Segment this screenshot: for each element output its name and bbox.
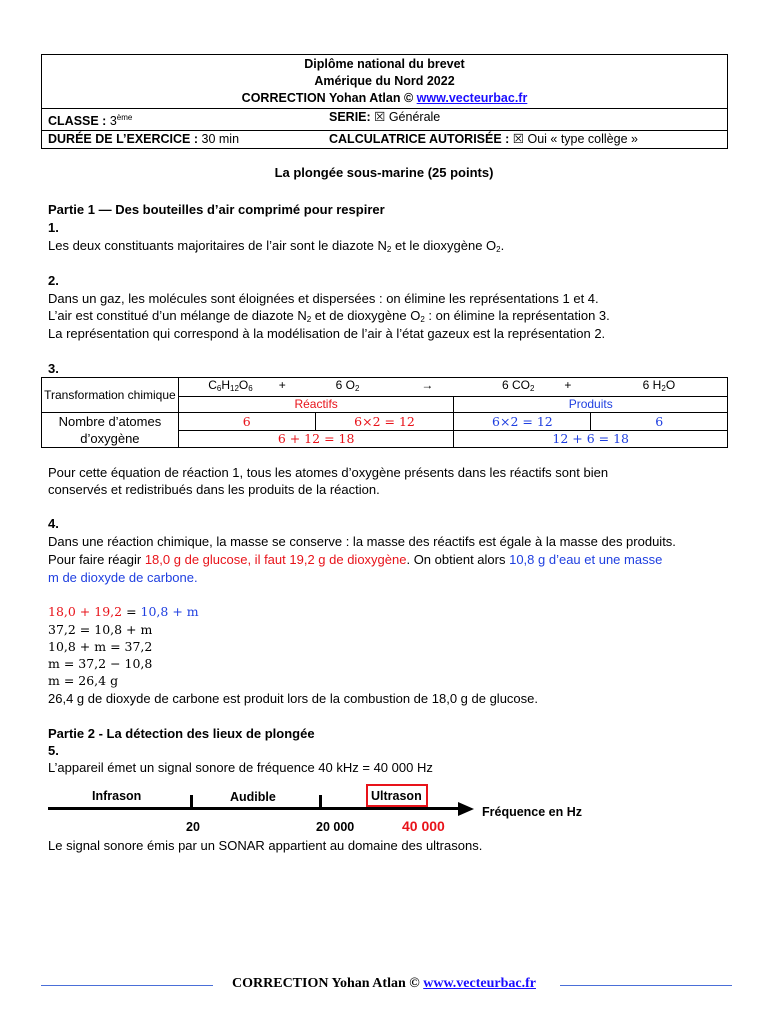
header-row-duration	[42, 131, 727, 148]
equation-3: 10,8 + m = 37,2	[48, 639, 153, 654]
h2o-formula: 6 $H_2O$	[591, 378, 728, 397]
q4-number: 4.	[48, 516, 59, 531]
tick-label-20000: 20 000	[316, 820, 355, 834]
q2-line3: La représentation qui correspond à la modélisation de l’air à l’état gazeux est la représentation 2.	[48, 326, 606, 341]
header-link[interactable]: www.vecteurbac.fr	[416, 91, 528, 105]
axis-line	[48, 807, 460, 810]
equation-1: 18,0 + 19,2 = 10,8 + m	[48, 604, 199, 619]
serie-value: ☒ Générale	[370, 110, 441, 124]
header-box	[41, 54, 728, 149]
axis-label-frequency: Fréquence en Hz	[482, 805, 583, 819]
partie2-heading: Partie 2 - La détection des lieux de plongée	[48, 726, 315, 741]
header-row-class	[42, 109, 727, 131]
footer-link[interactable]: www.vecteurbac.fr	[423, 976, 536, 991]
calc-value: ☒ Oui « type collège »	[509, 132, 638, 146]
duree-label: DURÉE DE L’EXERCICE :	[48, 132, 199, 146]
tick-20000	[319, 795, 322, 809]
footer	[0, 976, 768, 992]
header-line3	[42, 90, 727, 107]
q3-number: 3.	[48, 361, 59, 376]
axis-label-ultrason: Ultrason	[371, 789, 422, 803]
row-label-transformation: Transformation chimique	[42, 378, 179, 413]
q2-number: 2.	[48, 273, 59, 288]
header-title-block	[42, 55, 727, 109]
tick-label-20: 20	[186, 820, 200, 834]
calc-label: CALCULATRICE AUTORISÉE :	[329, 132, 510, 146]
reactif-oxygen-a: 6	[178, 413, 315, 431]
q4-line1: Dans une réaction chimique, la masse se conserve : la masse des réactifs est égale à la masse des produits.	[48, 534, 676, 549]
glucose-formula: $C_6H_{12}O_6$ +	[178, 378, 315, 397]
q2-line1: Dans un gaz, les molécules sont éloignées et dispersées : on élimine les représentations 1 et 4.	[48, 291, 599, 306]
header-author: CORRECTION Yohan Atlan ©	[241, 91, 417, 105]
q4-line3: m de dioxyde de carbone.	[48, 570, 198, 585]
produit-oxygen-a: 6×2 = 12	[454, 413, 591, 431]
marker-40000: 40 000	[402, 818, 445, 834]
reactif-oxygen-b: 6×2 = 12	[315, 413, 454, 431]
q1-answer: Les deux constituants majoritaires de l’air sont le diazote $N_2$ et le dioxygène $O_2$.	[48, 238, 505, 254]
equation-5: m = 26,4 g	[48, 673, 119, 688]
classe-sup: ème	[116, 113, 133, 122]
q5-number: 5.	[48, 743, 59, 758]
footer-author: CORRECTION Yohan Atlan ©	[232, 976, 424, 991]
q4-conclusion: 26,4 g de dioxyde de carbone est produit lors de la combustion de 18,0 g de glucose.	[48, 691, 538, 706]
q5-line1: L’appareil émet un signal sonore de fréquence 40 kHz = 40 000 Hz	[48, 760, 433, 775]
row-label-oxygen: Nombre d’atomes d’oxygène	[42, 413, 179, 448]
axis-arrow-icon	[458, 802, 474, 816]
partie1-heading: Partie 1 — Des bouteilles d’air comprimé pour respirer	[48, 202, 385, 217]
classe-value: 3	[106, 114, 117, 128]
produit-oxygen-sum: 12 + 6 = 18	[454, 430, 728, 448]
page-title: La plongée sous-marine (25 points)	[274, 165, 494, 180]
q1-number: 1.	[48, 220, 59, 235]
table-row	[42, 413, 728, 431]
header-line2: Amérique du Nord 2022	[314, 74, 455, 88]
q4-line2: Pour faire réagir 18,0 g de glucose, il faut 19,2 g de dioxygène. On obtient alors 10,8 g d’eau et une masse	[48, 552, 663, 567]
reaction-table	[41, 377, 728, 448]
reactifs-header: Réactifs	[178, 397, 454, 413]
o2-formula: 6 $O_2$ →	[315, 378, 454, 397]
classe-label: CLASSE :	[48, 114, 107, 128]
q5-conclusion: Le signal sonore émis par un SONAR appartient au domaine des ultrasons.	[48, 838, 483, 853]
table-row	[42, 378, 728, 397]
q3-conclusion-line2: conservés et redistribués dans les produits de la réaction.	[48, 482, 380, 497]
reactif-oxygen-sum: 6 + 12 = 18	[178, 430, 454, 448]
produits-header: Produits	[454, 397, 728, 413]
header-line1: Diplôme national du brevet	[304, 57, 465, 71]
axis-label-audible: Audible	[230, 790, 276, 804]
produit-oxygen-b: 6	[591, 413, 728, 431]
equation-2: 37,2 = 10,8 + m	[48, 622, 153, 637]
q2-line2: L’air est constitué d’un mélange de diazote $N_2$ et de dioxygène $O_2$ : on élimine la représentation 3.	[48, 308, 610, 324]
axis-label-infrason: Infrason	[92, 789, 142, 803]
duree-value: 30 min	[198, 132, 240, 146]
serie-label: SERIE:	[329, 110, 371, 124]
tick-20	[190, 795, 193, 809]
q3-conclusion-line1: Pour cette équation de réaction 1, tous les atomes d’oxygène présents dans les réactifs sont bien	[48, 465, 609, 480]
co2-formula: 6 $CO_2$ +	[454, 378, 591, 397]
equation-4: m = 37,2 − 10,8	[48, 656, 153, 671]
